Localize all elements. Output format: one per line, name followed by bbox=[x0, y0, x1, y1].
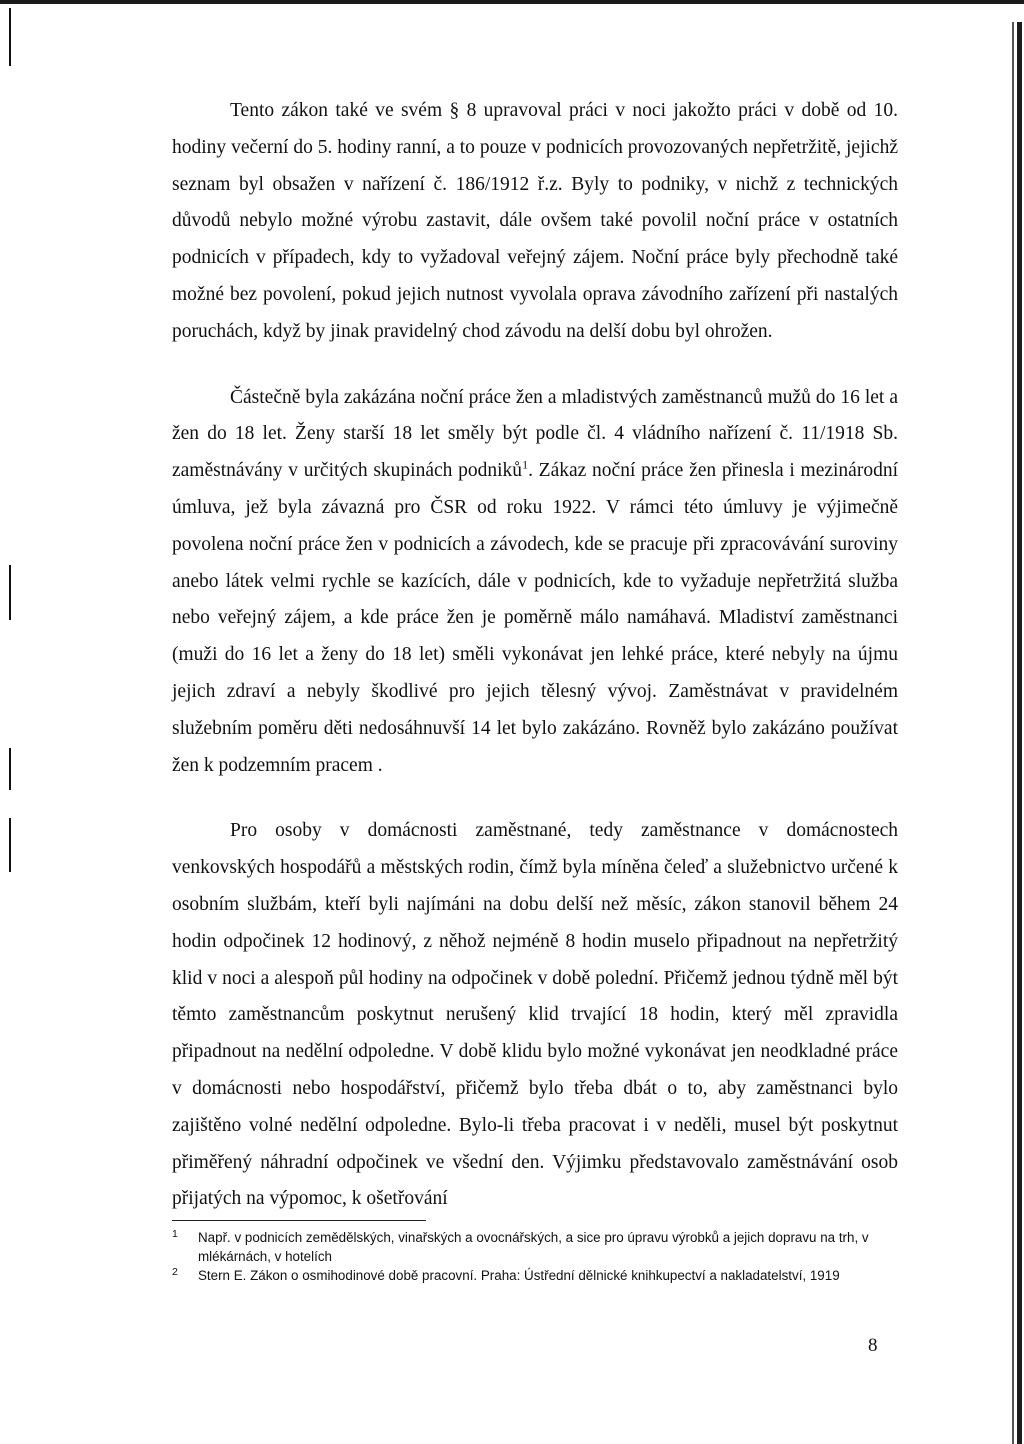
footnote-text: Např. v podnicích zemědělských, vinařských a ovocnářských, a sice pro úpravu výrobků a jejich dopravu na trh, v mlékárnách, v hotelích bbox=[198, 1230, 869, 1264]
footnote-text: Stern E. Zákon o osmihodinové době pracovní. Praha: Ústřední dělnické knihkupectví a nakladatelství, 1919 bbox=[198, 1268, 840, 1283]
footnote-number: 2 bbox=[172, 1266, 178, 1278]
footnote-reference: 1 bbox=[522, 457, 529, 472]
paragraph-women-youth-restrictions bbox=[172, 380, 898, 785]
scan-edge-left-mark bbox=[9, 8, 11, 66]
scan-edge-right bbox=[1017, 22, 1022, 1444]
footnote-separator bbox=[172, 1220, 426, 1221]
scan-edge-right-inner bbox=[1012, 22, 1014, 1444]
scan-edge-left-mark bbox=[9, 818, 11, 872]
footnote bbox=[172, 1266, 872, 1285]
scan-edge-left-mark bbox=[9, 748, 11, 790]
page-number: 8 bbox=[868, 1335, 878, 1356]
paragraph-text: . Zákaz noční práce žen přinesla i mezinárodní úmluva, jež byla závazná pro ČSR od roku 1922. V rámci této úmluvy je výjimečně povolena noční práce žen v podnicích a závodech, kde se pracuje při zpracovávání suroviny anebo látek velmi rychle se kazících, dále v podnicích, kde to vyžaduje nepřetržitá služba nebo veřejný zájem, a kde práce žen je poměrně málo namáhavá. Mladiství zaměstnanci (muži do 16 let a ženy do 18 let) směli vykonávat jen lehké práce, které nebyly na újmu jejich zdraví a nebyly škodlivé pro jejich tělesný vývoj. Zaměstnávat v pravidelném služebním poměru děti nedosáhnuvší 14 let bylo zakázáno. Rovněž bylo zakázáno používat žen k podzemním pracem . bbox=[172, 460, 898, 776]
scan-edge-left-mark bbox=[9, 565, 11, 620]
footnotes bbox=[172, 1228, 872, 1285]
scan-edge-top bbox=[0, 0, 1024, 4]
paragraph-night-work-law: Tento zákon také ve svém § 8 upravoval práci v noci jakožto práci v době od 10. hodiny večerní do 5. hodiny ranní, a to pouze v podnicích provozovaných nepřetržitě, jejichž seznam byl obsažen v nařízení č. 186/1912 ř.z. Byly to podniky, v nichž z technických důvodů nebylo možné výrobu zastavit, dále ovšem také povolil noční práce v ostatních podnicích v případech, kdy to vyžadoval veřejný zájem. Noční práce byly přechodně také možné bez povolení, pokud jejich nutnost vyvolala oprava závodního zařízení při nastalých poruchách, když by jinak pravidelný chod závodu na delší dobu byl ohrožen. bbox=[172, 100, 898, 342]
paragraph-text: Částečně byla zakázána noční práce žen a mladistvých zaměstnanců mužů do 16 let a žen do 18 let. Ženy starší 18 let směly být podle čl. 4 vládního nařízení č. 11/1918 Sb. zaměstnávány v určitých skupinách podniků bbox=[172, 386, 898, 482]
footnote bbox=[172, 1228, 872, 1266]
footnote-number: 1 bbox=[172, 1228, 178, 1240]
paragraph-domestic-workers: Pro osoby v domácnosti zaměstnané, tedy zaměstnance v domácnostech venkovských hospodářů a městských rodin, čímž byla míněna čeleď a služebnictvo určené k osobním službám, kteří byli najímáni na dobu delší než měsíc, zákon stanovil během 24 hodin odpočinek 12 hodinový, z něhož nejméně 8 hodin muselo připadnout na nepřetržitý klid v noci a alespoň půl hodiny na odpočinek v době polední. Přičemž jednou týdně měl být těmto zaměstnancům poskytnut nerušený klid trvající 18 hodin, který měl zpravidla připadnout na nedělní odpoledne. V době klidu bylo možné vykonávat jen neodkladné práce v domácnosti nebo hospodářství, přičemž bylo třeba dbát o to, aby zaměstnanci bylo zajištěno volné nedělní odpoledne. Bylo-li třeba pracovat i v neděli, musel být poskytnut přiměřený náhradní odpočinek ve všední den. Výjimku představovalo zaměstnávání osob přijatých na výpomoc, k ošetřování bbox=[172, 820, 898, 1210]
page-body bbox=[172, 93, 898, 1218]
